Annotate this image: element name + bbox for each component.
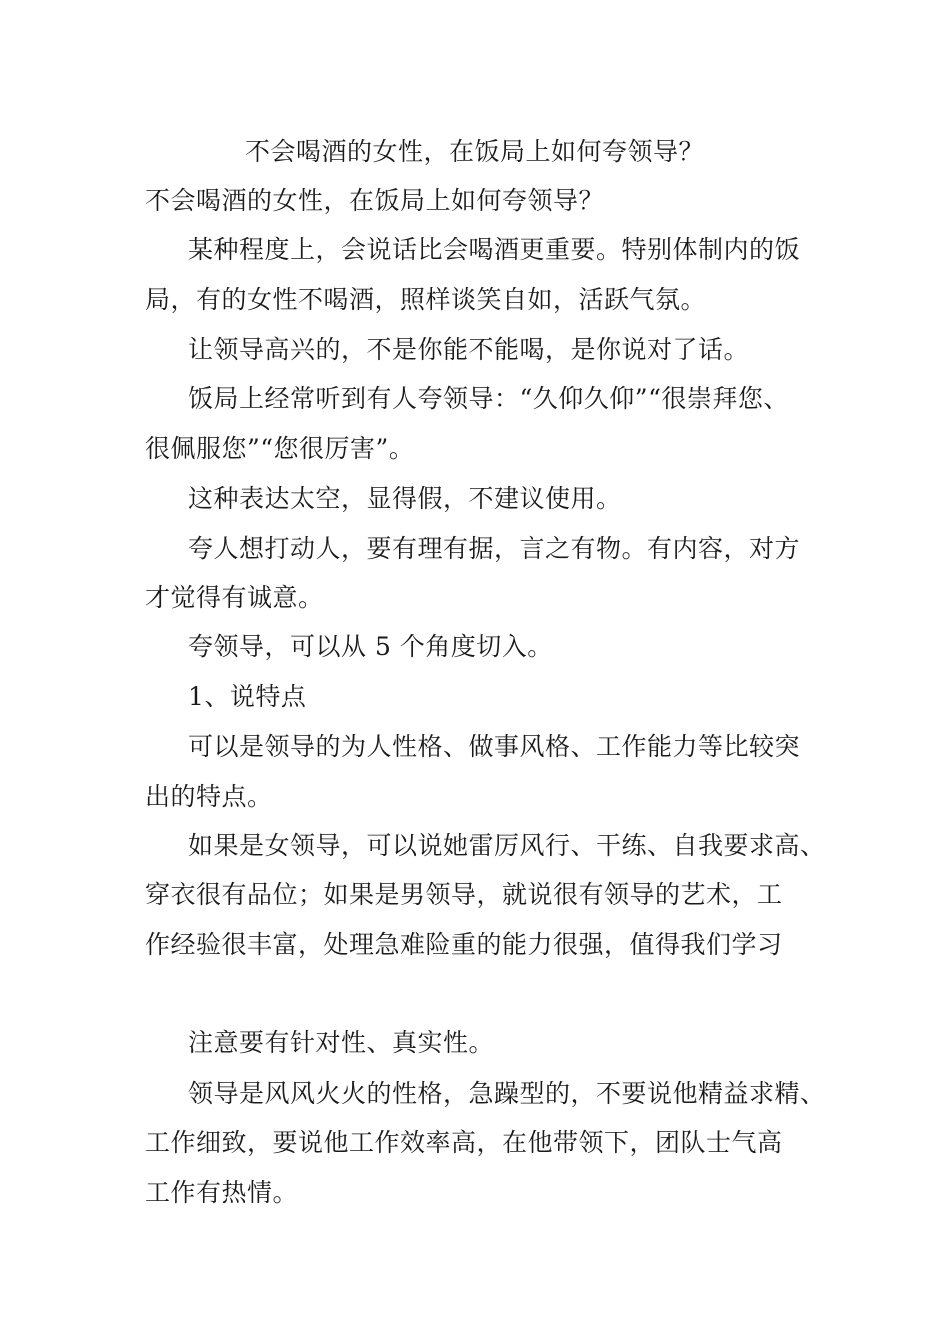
text-line: 某种程度上，会说话比会喝酒更重要。特别体制内的饭 — [188, 235, 801, 264]
text-line: 很佩服您”“您很厉害”。 — [145, 434, 415, 463]
text-line: 工作有热情。 — [145, 1178, 299, 1207]
text-line: 饭局上经常听到有人夸领导：“久仰久仰”“很崇拜您、 — [188, 384, 789, 413]
text-line: 领导是风风火火的性格，急躁型的，不要说他精益求精、 — [188, 1079, 826, 1108]
text-line: 夸人想打动人，要有理有据，言之有物。有内容，对方 — [188, 534, 801, 563]
text-line: 不会喝酒的女性，在饭局上如何夸领导？ — [145, 186, 605, 215]
text-line: 这种表达太空，显得假，不建议使用。 — [188, 484, 622, 513]
text-line: 局，有的女性不喝酒，照样谈笑自如，活跃气氛。 — [145, 285, 707, 314]
text-line: 作经验很丰富，处理急难险重的能力很强，值得我们学习 — [145, 930, 783, 959]
document-title: 不会喝酒的女性，在饭局上如何夸领导？ — [245, 137, 705, 166]
text-line: 注意要有针对性、真实性。 — [188, 1028, 495, 1057]
text-line: 1、说特点 — [188, 682, 307, 711]
text-line: 出的特点。 — [145, 782, 273, 811]
text-line: 夸领导，可以从 5 个角度切入。 — [188, 632, 553, 661]
text-line: 可以是领导的为人性格、做事风格、工作能力等比较突 — [188, 732, 801, 761]
text-line: 穿衣很有品位；如果是男领导，就说很有领导的艺术，工 — [145, 880, 783, 909]
text-line: 工作细致，要说他工作效率高，在他带领下，团队士气高 — [145, 1128, 783, 1157]
text-line: 才觉得有诚意。 — [145, 583, 324, 612]
text-line: 如果是女领导，可以说她雷厉风行、干练、自我要求高、 — [188, 831, 826, 860]
text-line: 让领导高兴的，不是你能不能喝，是你说对了话。 — [188, 335, 750, 364]
